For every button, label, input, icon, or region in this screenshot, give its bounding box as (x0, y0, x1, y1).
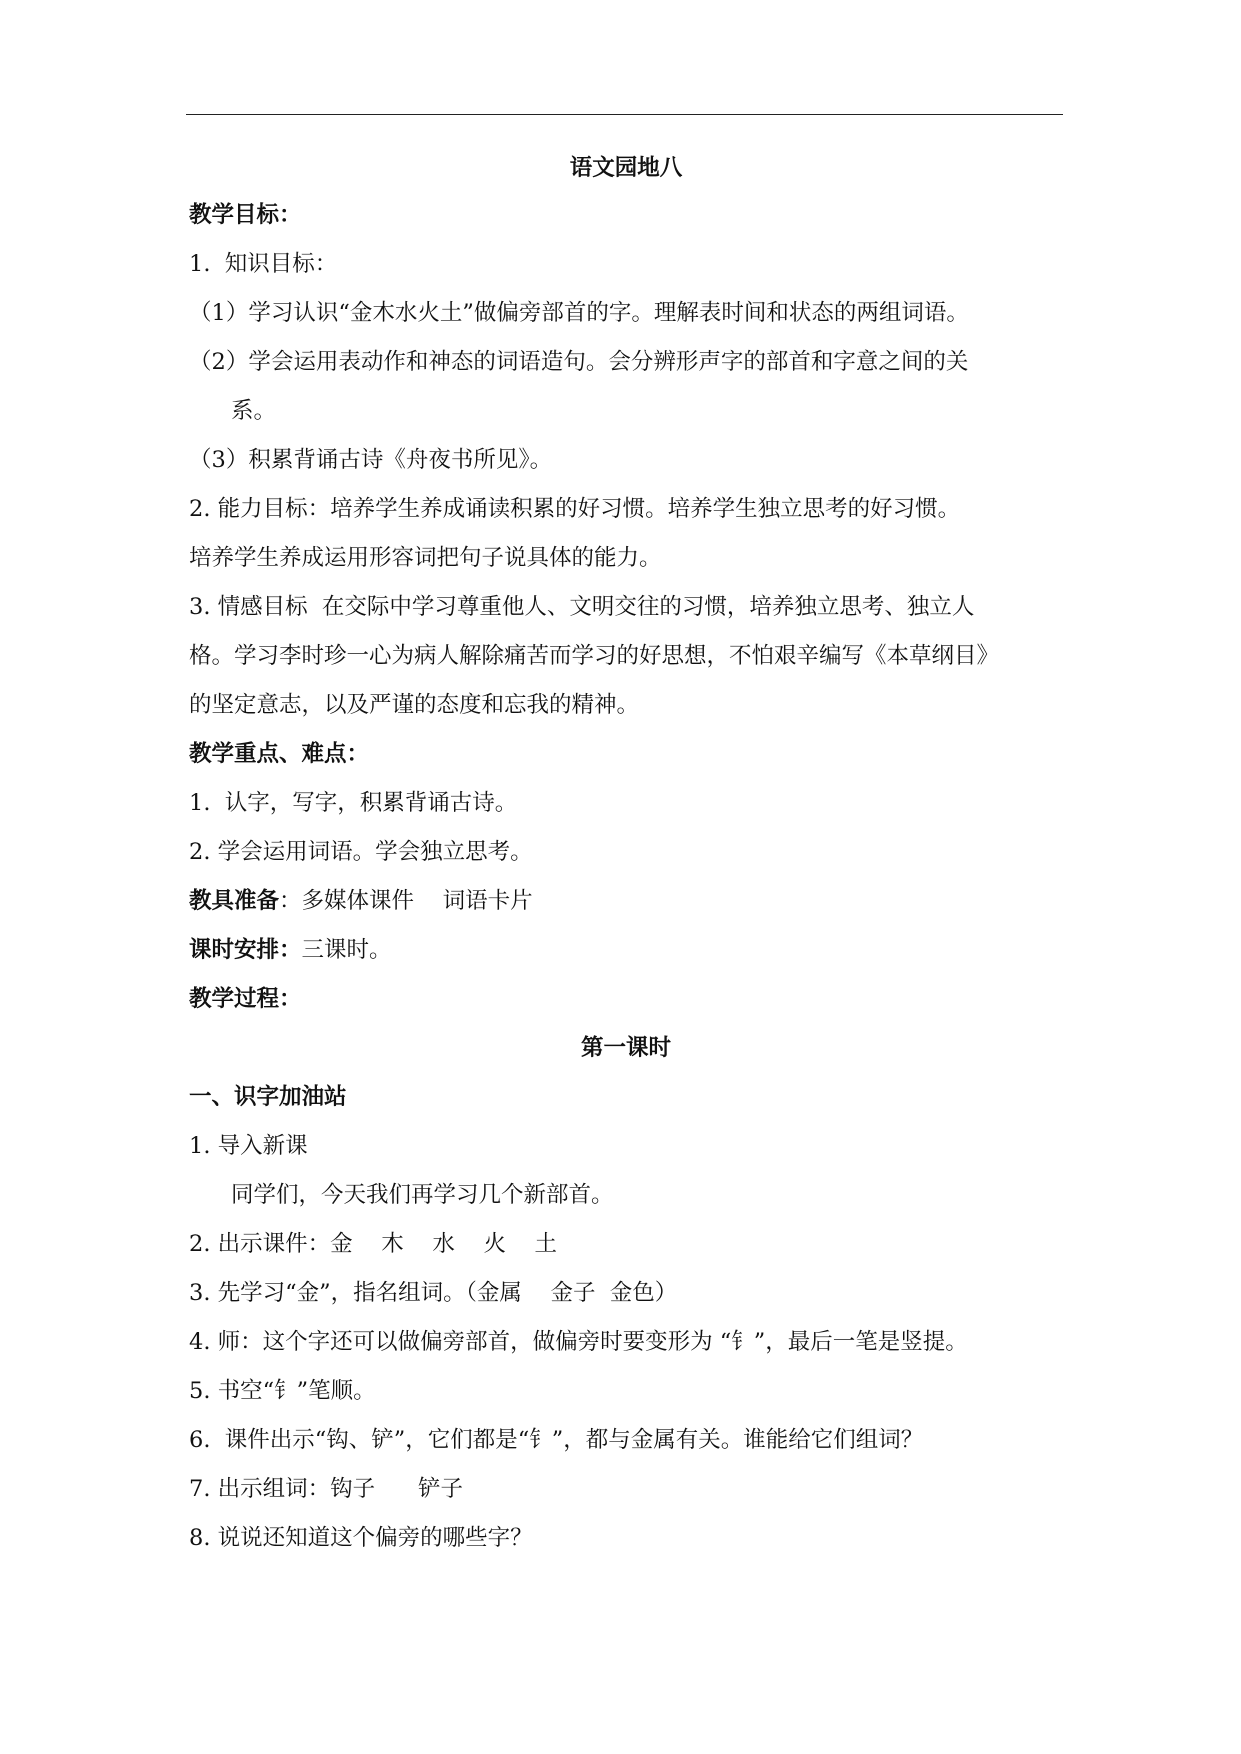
tools-label: 教具准备 (189, 888, 280, 914)
goal-3-cont-2: 的坚定意志，以及严谨的态度和忘我的精神。 (189, 692, 640, 718)
document-body (189, 145, 1063, 1563)
goal-3: 3. 情感目标 在交际中学习尊重他人、文明交往的习惯，培养独立思考、独立人 (189, 594, 975, 620)
step-5: 5. 书空“钅”笔顺。 (189, 1378, 376, 1404)
step-1: 1. 导入新课 (189, 1133, 308, 1159)
goal-1-b-cont: 系。 (231, 398, 277, 424)
step-8: 8. 说说还知道这个偏旁的哪些字？ (189, 1525, 533, 1551)
schedule-line (189, 926, 1063, 975)
part-1-heading: 一、识字加油站 (189, 1084, 347, 1110)
header-rule (186, 114, 1063, 115)
key-2: 2. 学会运用词语。学会独立思考。 (189, 839, 533, 865)
tools-value: ：多媒体课件 词语卡片 (279, 888, 533, 914)
key-1: 1. 认字，写字，积累背诵古诗。 (189, 790, 518, 816)
schedule-label: 课时安排： (189, 937, 302, 963)
goal-2-cont: 培养学生养成运用形容词把句子说具体的能力。 (189, 545, 662, 571)
tools-line (189, 877, 1063, 926)
step-7: 7. 出示组词：钩子 铲子 (189, 1476, 464, 1502)
step-2: 2. 出示课件：金 木 水 火 土 (189, 1231, 558, 1257)
step-1-text: 同学们，今天我们再学习几个新部首。 (231, 1182, 614, 1208)
goal-1-b: （2）学会运用表动作和神态的词语造句。会分辨形声字的部首和字意之间的关 (189, 349, 969, 375)
goal-2: 2. 能力目标：培养学生养成诵读积累的好习惯。培养学生独立思考的好习惯。 (189, 496, 961, 522)
step-3: 3. 先学习“金”，指名组词。（金属 金子 金色） (189, 1280, 678, 1306)
goals-heading: 教学目标： (189, 202, 302, 228)
page-title: 语文园地八 (569, 155, 683, 181)
goal-1-c: （3）积累背诵古诗《舟夜书所见》。 (189, 447, 553, 473)
step-4: 4. 师：这个字还可以做偏旁部首，做偏旁时要变形为 “钅”，最后一笔是竖提。 (189, 1329, 968, 1355)
process-heading: 教学过程： (189, 986, 302, 1012)
goal-1-a: （1）学习认识“金木水火土”做偏旁部首的字。理解表时间和状态的两组词语。 (189, 300, 969, 326)
step-6: 6. 课件出示“钩、铲”，它们都是“钅”，都与金属有关。谁能给它们组词？ (189, 1427, 924, 1453)
key-heading: 教学重点、难点： (189, 741, 370, 767)
schedule-value: 三课时。 (301, 937, 392, 963)
lesson-1-heading: 第一课时 (580, 1035, 671, 1061)
goal-1: 1. 知识目标： (189, 251, 338, 277)
goal-3-cont-1: 格。学习李时珍一心为病人解除痛苦而学习的好思想，不怕艰辛编写《本草纲目》 (189, 643, 1000, 669)
